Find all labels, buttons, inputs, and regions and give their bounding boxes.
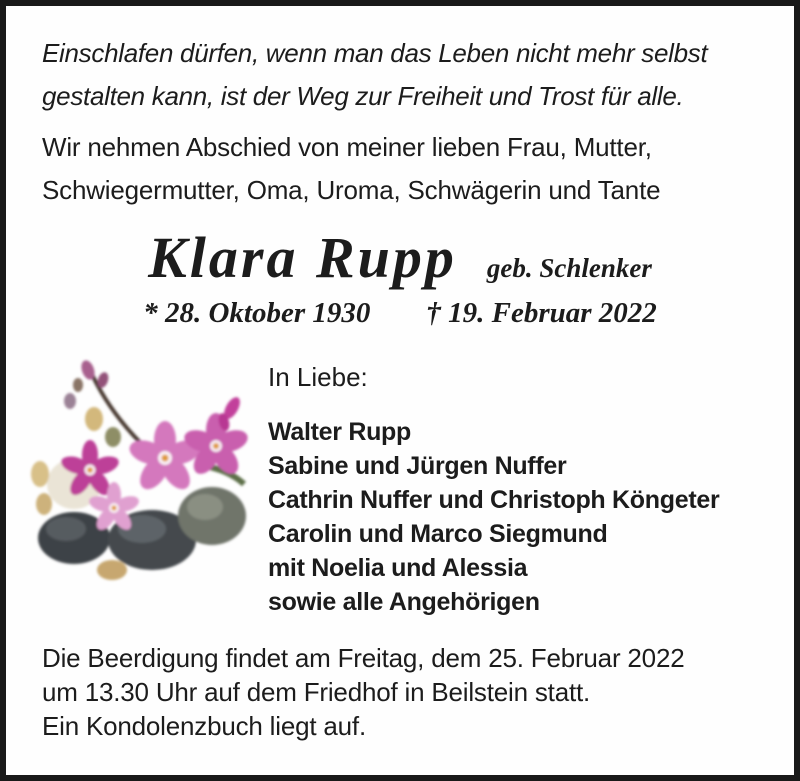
mourner-row: Walter Rupp — [268, 418, 411, 446]
mourner-row: sowie alle Angehörigen — [268, 588, 540, 616]
salutation: In Liebe: — [268, 362, 368, 392]
intro-text — [42, 126, 758, 212]
maiden-name: geb. Schlenker — [486, 253, 652, 283]
mourner-row: Sabine und Jürgen Nuffer — [268, 452, 567, 480]
funeral-line: Die Beerdigung findet am Freitag, dem 25. Februar 2022 — [42, 643, 685, 673]
life-dates — [6, 297, 794, 330]
funeral-info — [42, 641, 758, 743]
funeral-line: um 13.30 Uhr auf dem Friedhof in Beilstein statt. — [42, 677, 591, 707]
mourner-row: Cathrin Nuffer und Christoph Köngeter — [268, 486, 720, 514]
mourners-column — [268, 356, 719, 619]
mourner-row: mit Noelia und Alessia — [268, 554, 528, 582]
funeral-line: Ein Kondolenzbuch liegt auf. — [42, 711, 366, 741]
epigraph-line: gestalten kann, ist der Weg zur Freiheit und Trost für alle. — [42, 81, 684, 111]
mourners-list — [268, 415, 719, 619]
birth-date: * 28. Oktober 1930 — [143, 297, 371, 329]
death-date: † 19. Februar 2022 — [426, 297, 657, 329]
intro-line: Wir nehmen Abschied von meiner lieben Frau, Mutter, — [42, 132, 652, 162]
orchid-stones-illustration — [28, 356, 256, 614]
orchid-photo — [28, 356, 256, 614]
intro-line: Schwiegermutter, Oma, Uroma, Schwägerin und Tante — [42, 175, 661, 205]
deceased-name: Klara Rupp — [148, 225, 457, 290]
epigraph — [42, 32, 758, 118]
epigraph-line: Einschlafen dürfen, wenn man das Leben nicht mehr selbst — [42, 38, 708, 68]
mourner-row: Carolin und Marco Siegmund — [268, 520, 608, 548]
middle-section — [28, 356, 774, 619]
name-row — [6, 224, 794, 291]
